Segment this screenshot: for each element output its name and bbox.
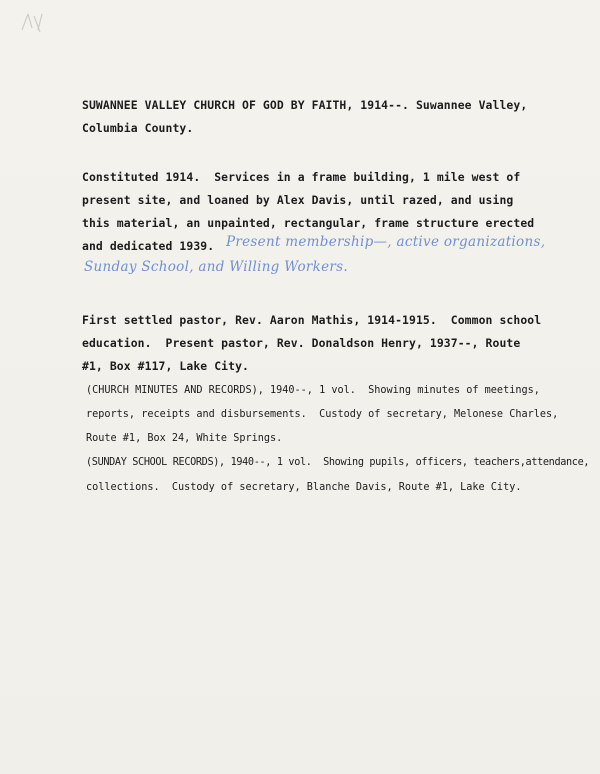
paragraph-2-line-1: First settled pastor, Rev. Aaron Mathis, 1914-1915. Common school (82, 313, 542, 327)
paragraph-2-line-3: #1, Box #117, Lake City. (82, 359, 249, 373)
records-line-3: Route #1, Box 24, White Springs. (86, 433, 283, 444)
records-line-4: (SUNDAY SCHOOL RECORDS), 1940--, 1 vol. Showing pupils, officers, teachers,attendance, (86, 457, 590, 468)
document-heading: SUWANNEE VALLEY CHURCH OF GOD BY FAITH, 1914--. Suwannee Valley, (82, 98, 528, 112)
paragraph-1-line-4: and dedicated 1939. (82, 239, 215, 253)
paragraph-1-line-1: Constituted 1914. Services in a frame building, 1 mile west of (82, 170, 521, 184)
records-line-5: collections. Custody of secretary, Blanche Davis, Route #1, Lake City. (86, 482, 522, 493)
pencil-mark-icon (18, 10, 56, 36)
records-line-2: reports, receipts and disbursements. Custody of secretary, Melonese Charles, (86, 409, 559, 420)
paragraph-2-line-2: education. Present pastor, Rev. Donaldson Henry, 1937--, Route (82, 336, 521, 350)
handwritten-note-2: Sunday School, and Willing Workers. (84, 259, 349, 275)
handwritten-note-1: Present membership—, active organizations, (226, 234, 546, 250)
document-heading-continued: Columbia County. (82, 121, 194, 135)
records-line-1: (CHURCH MINUTES AND RECORDS), 1940--, 1 vol. Showing minutes of meetings, (86, 385, 540, 396)
paragraph-1-line-3: this material, an unpainted, rectangular, frame structure erected (82, 216, 535, 230)
paragraph-1-line-2: present site, and loaned by Alex Davis, until razed, and using (82, 193, 514, 207)
